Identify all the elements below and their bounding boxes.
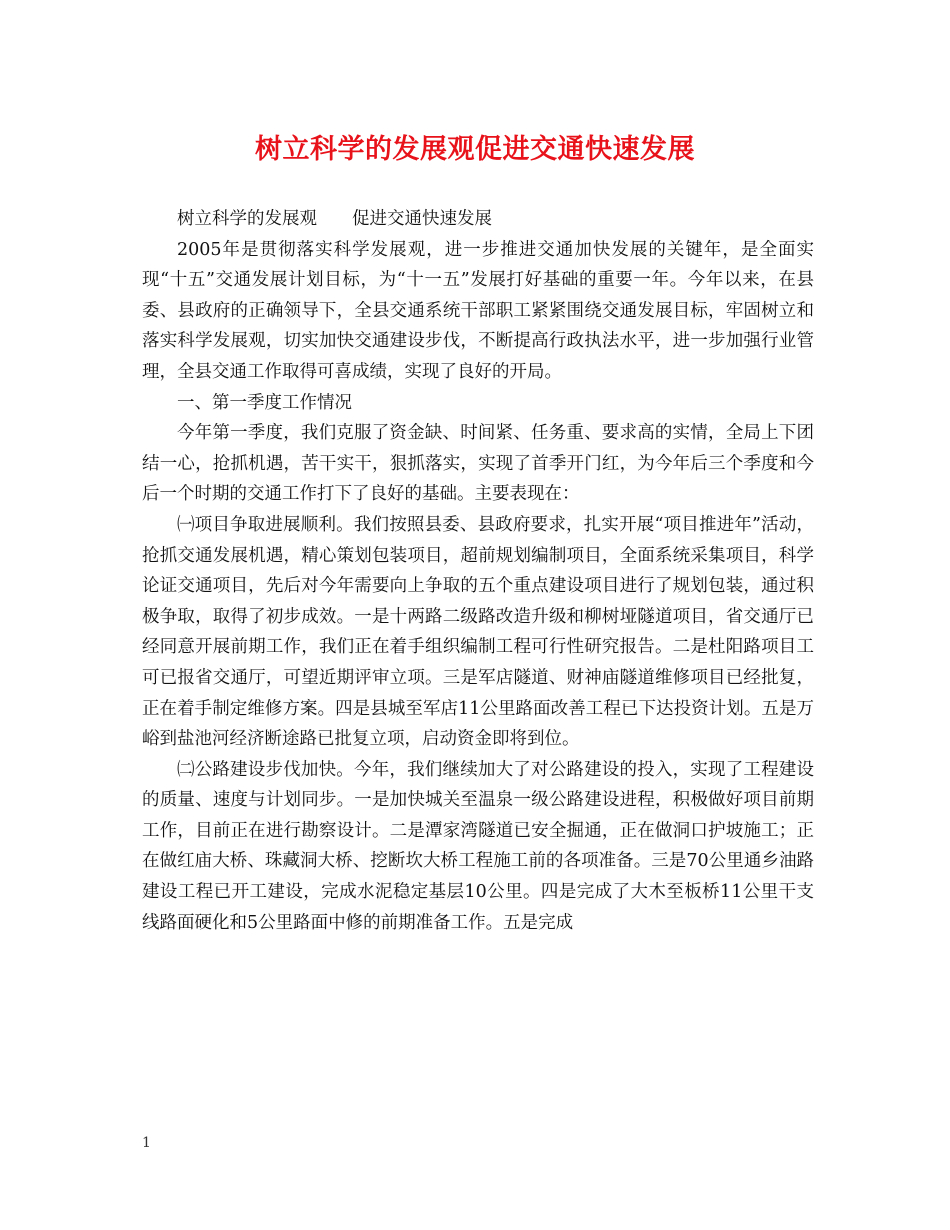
paragraph-intro: 2005年是贯彻落实科学发展观，进一步推进交通加快发展的关键年，是全面实现“十五”交通发展计划目标，为“十一五”发展打好基础的重要一年。今年以来，在县委、县政府的正确领导下，全县交通系统干部职工紧紧围绕交通发展目标，牢固树立和落实科学发展观，切实加快交通建设步伐，不断提高行政执法水平，进一步加强行业管理，全县交通工作取得可喜成绩，实现了良好的开局。 — [142, 239, 814, 382]
paragraph-road-construction: ㈡公路建设步伐加快。今年，我们继续加大了对公路建设的投入，实现了工程建设的质量、速度与计划同步。一是加快城关至温泉一级公路建设进程，积极做好项目前期工作，目前正在进行勘察设计。二是潭家湾隧道已安全掘通，正在做洞口护坡施工；正在做红庙大桥、珠藏洞大桥、挖断坎大桥工程施工前的各项准备。三是70公里通乡油路建设工程已开工建设，完成水泥稳定基层10公里。四是完成了大木至板桥11公里干支线路面硬化和5公里路面中修的前期准备工作。五是完成 — [142, 759, 814, 933]
document-body — [142, 204, 814, 938]
section-heading-q1: 一、第一季度工作情况 — [177, 392, 352, 413]
page-number: 1 — [142, 1135, 151, 1151]
paragraph-project-progress: ㈠项目争取进展顺利。我们按照县委、县政府要求，扎实开展“项目推进年”活动，抢抓交通发展机遇，精心策划包装项目，超前规划编制项目，全面系统采集项目，科学论证交通项目，先后对今年需要向上争取的五个重点建设项目进行了规划包装，通过积极争取，取得了初步成效。一是十两路二级路改造升级和柳树垭隧道项目，省交通厅已经同意开展前期工作，我们正在着手组织编制工程可行性研究报告。二是杜阳路项目工可已报省交通厅，可望近期评审立项。三是军店隧道、财神庙隧道维修项目已经批复，正在着手制定维修方案。四是县城至军店11公里路面改善工程已下达投资计划。五是万峪到盐池河经济断途路已批复立项，启动资金即将到位。 — [142, 514, 814, 750]
document-subheading: 树立科学的发展观 促进交通快速发展 — [177, 209, 492, 229]
document-title: 树立科学的发展观促进交通快速发展 — [255, 134, 695, 165]
paragraph-q1-summary: 今年第一季度，我们克服了资金缺、时间紧、任务重、要求高的实情，全局上下团结一心，抢抓机遇，苦干实干，狠抓落实，实现了首季开门红，为今年后三个季度和今后一个时期的交通工作打下了良好的基础。主要表现在： — [142, 423, 814, 505]
